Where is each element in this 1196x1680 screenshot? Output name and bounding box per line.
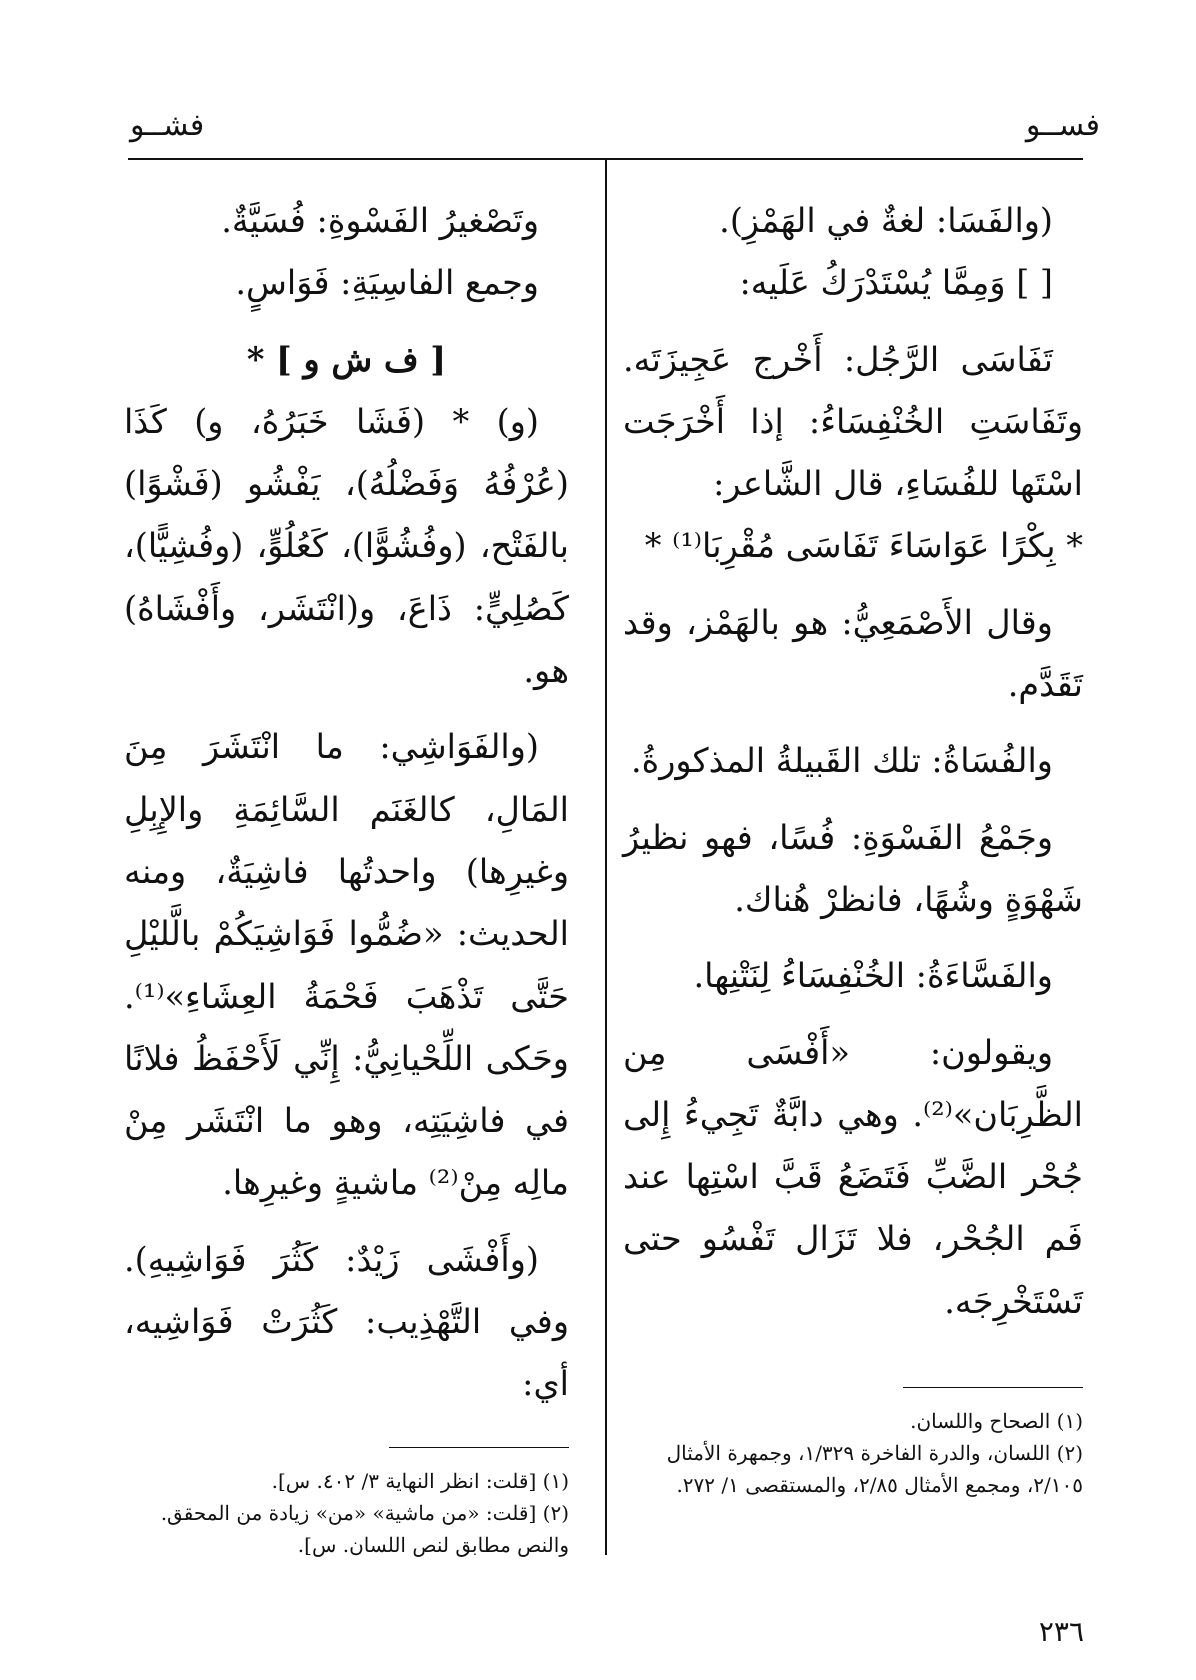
paragraph: والفُسَاةُ: تلك القَبيلةُ المذكورةُ. [631, 741, 1053, 781]
right-column [623, 190, 1083, 1333]
paragraph: ويقولون: «أَفْسَى مِن الظَّرِبَان»⁽²⁾. وهي دابَّةٌ تَجِيءُ إِلى جُحْر الضَّبِّ فَتَضَعُ قَبَّ اسْتِها عند فَم الجُحْر، فلا تَزَال تَفْسُو حتى تَسْتَخْرِجَه. [623, 1032, 1083, 1321]
footnotes-left [119, 1465, 569, 1561]
verse-line: * بِكْرًا عَوَاسَاءَ تَفَاسَى مُقْرِبَا⁽¹⁾ * [644, 526, 1083, 566]
paragraph: وجَمْعُ الفَسْوَةِ: فُسًا، فهو نظيرُ شَهْوَةٍ وشُهًا، فانظرْ هُناك. [623, 817, 1083, 919]
footnote-rule [903, 1387, 1083, 1388]
footnote: (٢) [قلت: «من ماشية» «من» زيادة من المحقق. والنص مطابق لنص اللسان. س]. [160, 1501, 569, 1557]
paragraph: وتَصْغيرُ الفَسْوةِ: فُسَيَّةٌ. [221, 201, 539, 240]
footnote: (٢) اللسان، والدرة الفاخرة ١/٣٢٩، وجمهرة الأمثال ٢/١٠٥، ومجمع الأمثال ٢/٨٥، والمستقصى ١/ ٢٧٢. [666, 1441, 1083, 1497]
footnotes-right [618, 1405, 1083, 1501]
paragraph: وجمع الفاسِيَةِ: فَوَاسٍ. [235, 263, 539, 303]
paragraph: (والفَسَا: لغةٌ في الهَمْزِ). [719, 201, 1053, 240]
footnote: (١) الصحاح واللسان. [910, 1409, 1083, 1433]
paragraph: وقال الأَصْمَعِيُّ: هو بالهَمْز، وقد تَقَدَّم. [623, 602, 1083, 705]
page-number: ٢٣٦ [1038, 1615, 1084, 1648]
paragraph: (والفَوَاشِي: ما انْتَشَرَ مِنَ المَالِ، كالغَنَم السَّائِمَةِ والإِبِلِ وغيرِها) واحدتُها فاشِيَةٌ، ومنه الحديث: «ضُمُّوا فَوَاشِيَكُمْ بالَّليْلِ حَتَّى تَذْهَبَ فَحْمَةُ العِشَاءِ»⁽¹⁾. وحَكى اللِّحْيانِيُّ: إِنِّي لَأَحْفَظُ فلانًا في فاشِيَتِه، وهو ما انْتَشَر مِنْ مالِه مِنْ⁽²⁾ ماشيةٍ وغيرِها. [124, 727, 569, 1203]
entry-heading: [ ف ش و ] * [246, 339, 447, 379]
left-column [124, 190, 569, 1416]
paragraph: (وأَفْشَى زَيْدٌ: كَثُرَ فَوَاشِيهِ). وفي التَّهْذِيب: كَثُرَتْ فَوَاشِيه، أي: [124, 1239, 569, 1404]
column-separator [605, 160, 607, 1555]
running-header-left: فشــو [130, 108, 205, 143]
paragraph: تَفَاسَى الرَّجُل: أَخْرج عَجِيزَتَه. وتَفَاسَتِ الخُنْفِسَاءُ: إذا أَخْرَجَت اسْتَها للفُسَاءِ، قال الشَّاعر: [623, 339, 1083, 504]
paragraph: والفَسَّاءَةُ: الخُنْفِسَاءُ لِنَتْنِها. [693, 956, 1053, 996]
footnote-rule [389, 1447, 569, 1448]
paragraph: (و) * (فَشَا خَبَرُهُ، و) كَذَا (عُرْفُهُ وَفَضْلُهُ)، يَفْشُو (فَشْوًا) بالفَتْح، (وفُشُوًّا)، كَعُلُوٍّ، (وفُشِيًّا)، كَصُلِيٍّ: ذَاعَ، و(انْتَشَر، وأَفْشَاهُ) هو. [124, 401, 569, 691]
running-header-right: فســو [1025, 108, 1100, 143]
paragraph: [ ] وَمِمَّا يُسْتَدْرَكُ عَلَيه: [739, 263, 1053, 303]
footnote: (١) [قلت: انظر النهاية ٣/ ٤٠٢. س]. [271, 1469, 569, 1493]
